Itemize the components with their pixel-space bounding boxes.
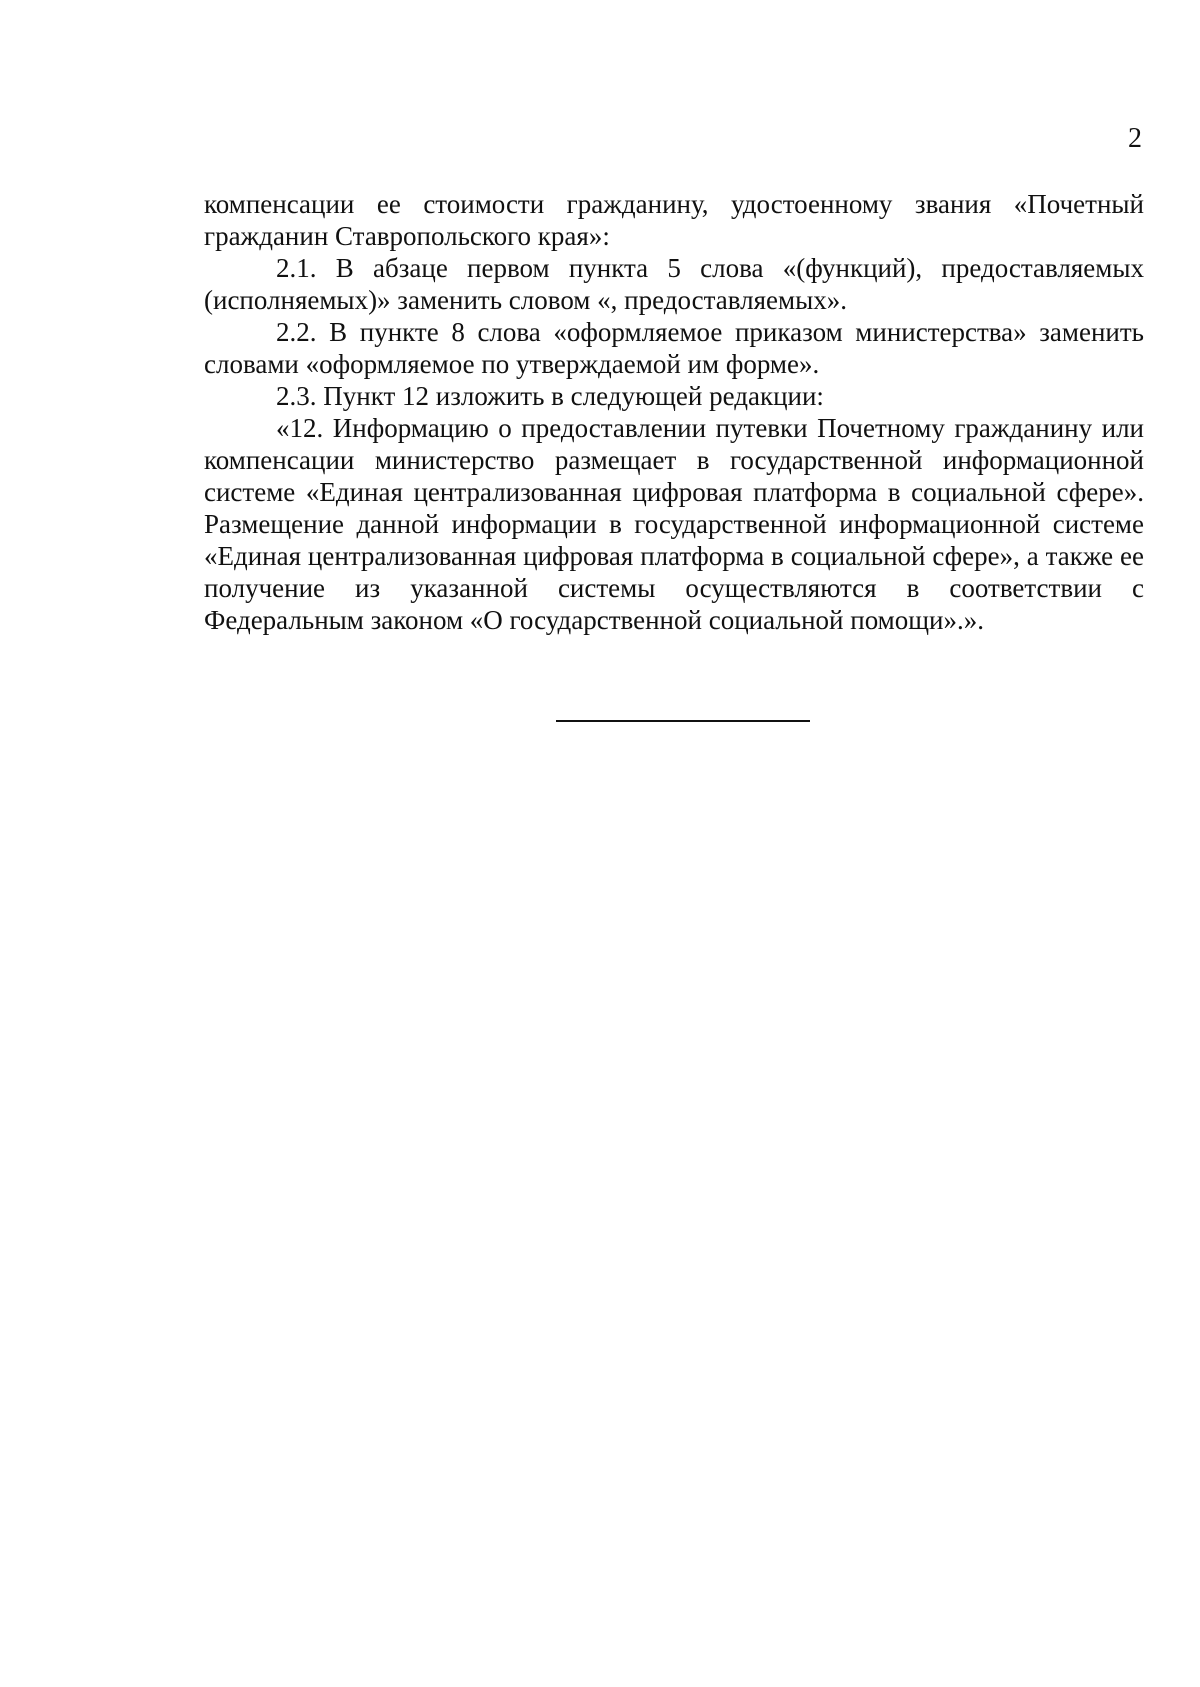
paragraph-item-2-3: 2.3. Пункт 12 изложить в следующей редакции:: [276, 381, 824, 411]
paragraph-item-12: «12. Информацию о предоставлении путевки Почетному гражданину или компенсации министерство размещает в государственной информационной системе «Единая централизованная цифровая платформа в социальной сфере». Размещение данной информации в государственной информационной системе «Единая централизованная цифровая платформа в социальной сфере», а также ее получение из указанной системы осуществляются в соответствии с Федеральным законом «О государственной социальной помощи».».: [204, 413, 1144, 635]
paragraph-item-2-1: 2.1. В абзаце первом пункта 5 слова «(функций), предоставляемых (исполняемых)» заменить словом «, предоставляемых».: [204, 253, 1144, 315]
document-body: [204, 188, 1144, 636]
page-number: 2: [1128, 123, 1142, 154]
end-divider-line: [556, 720, 810, 722]
paragraph-continuation: компенсации ее стоимости гражданину, удостоенному звания «Почетный гражданин Ставропольского края»:: [204, 189, 1144, 251]
paragraph-item-2-2: 2.2. В пункте 8 слова «оформляемое приказом министерства» заменить словами «оформляемое по утверждаемой им форме».: [204, 317, 1144, 379]
